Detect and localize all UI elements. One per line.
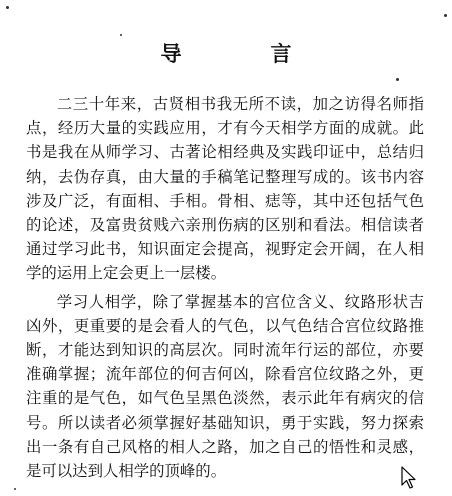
- page-title: 导 言: [160, 41, 326, 66]
- body-text: [26, 92, 424, 483]
- scan-speck: [120, 34, 122, 36]
- scan-speck: [14, 488, 16, 490]
- scan-speck: [396, 78, 399, 81]
- paragraph-1: 二三十年来，古贤相书我无所不读，加之访得名师指点，经历大量的实践应用，才有今天相学方面的成就。此书是我在从师学习、古著论相经典及实践印证中，总结归纳，去伪存真，由大量的手稿笔记整理写成的。该书内容涉及广泛，有面相、手相。骨相、痣等，其中还包括气色的论述，及富贵贫贱六亲刑伤病的区别和看法。相信读者通过学习此书，知识面定会提高，视野定会开阔，在人相学的运用上定会更上一层楼。: [26, 95, 424, 283]
- mouse-pointer-icon: [401, 466, 417, 490]
- scan-speck: [444, 14, 447, 17]
- paragraph-2: 学习人相学，除了掌握基本的宫位含义、纹路形状吉凶外，更重要的是会看人的气色，以气色结合宫位纹路推断，才能达到知识的高层次。同时流年行运的部位，亦要准确掌握；流年部位的何吉何凶，除看宫位纹路之外，更注重的是气色，如气色呈黑色淡然，表示此年有病灾的信号。所以读者必须掌握好基础知识，勇于实践，努力探索出一条有自己风格的相人之路，加之自己的悟性和灵感，是可以达到人相学的顶峰的。: [26, 292, 424, 481]
- scan-speck: [6, 6, 9, 9]
